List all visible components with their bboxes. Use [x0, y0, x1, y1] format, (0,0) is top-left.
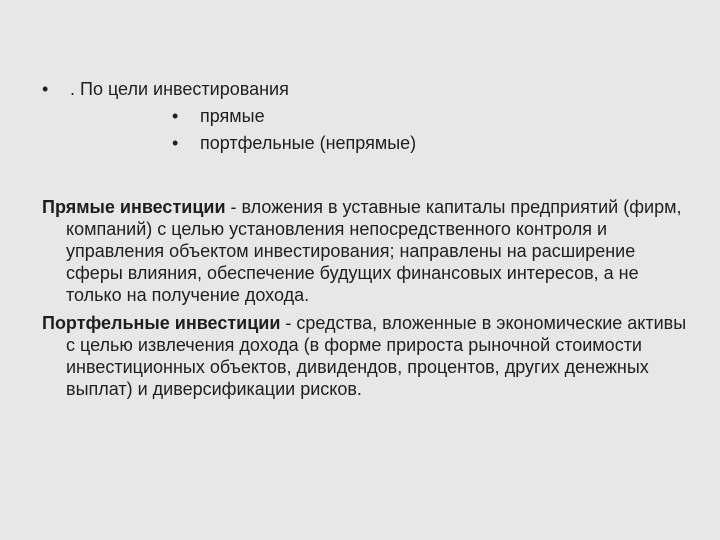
sub-bullet-item-direct — [172, 105, 416, 127]
definition-term: Портфельные инвестиции — [42, 313, 281, 333]
definition-direct-investment — [42, 196, 692, 306]
sub-bullet-item-portfolio — [172, 132, 416, 154]
definition-term: Прямые инвестиции — [42, 197, 226, 217]
bullet-marker: • — [172, 106, 179, 126]
bullet-text: . По цели инвестирования — [70, 79, 289, 99]
bullet-list — [42, 78, 416, 154]
bullet-text: портфельные (непрямые) — [200, 133, 417, 153]
definitions — [42, 196, 692, 400]
definition-text: - средства, вложенные в экономические активы с целью извлечения дохода (в форме прироста рыночной стоимости инвестиционных объектов, дивидендов, процентов, других денежных выплат) и диверсификации рисков. — [66, 313, 687, 399]
bullet-marker: • — [172, 133, 179, 153]
bullet-text: прямые — [200, 106, 265, 126]
definition-portfolio-investment — [42, 312, 692, 400]
definition-text: - вложения в уставные капиталы предприятий (фирм, компаний) с целью установления непосредственного контроля и управления объектом инвестирования; направлены на расширение сферы влияния, обеспечение будущих финансовых интересов, а не только на получение дохода. — [66, 197, 682, 305]
bullet-marker: • — [42, 79, 49, 99]
bullet-item-investment-goal — [42, 78, 416, 100]
